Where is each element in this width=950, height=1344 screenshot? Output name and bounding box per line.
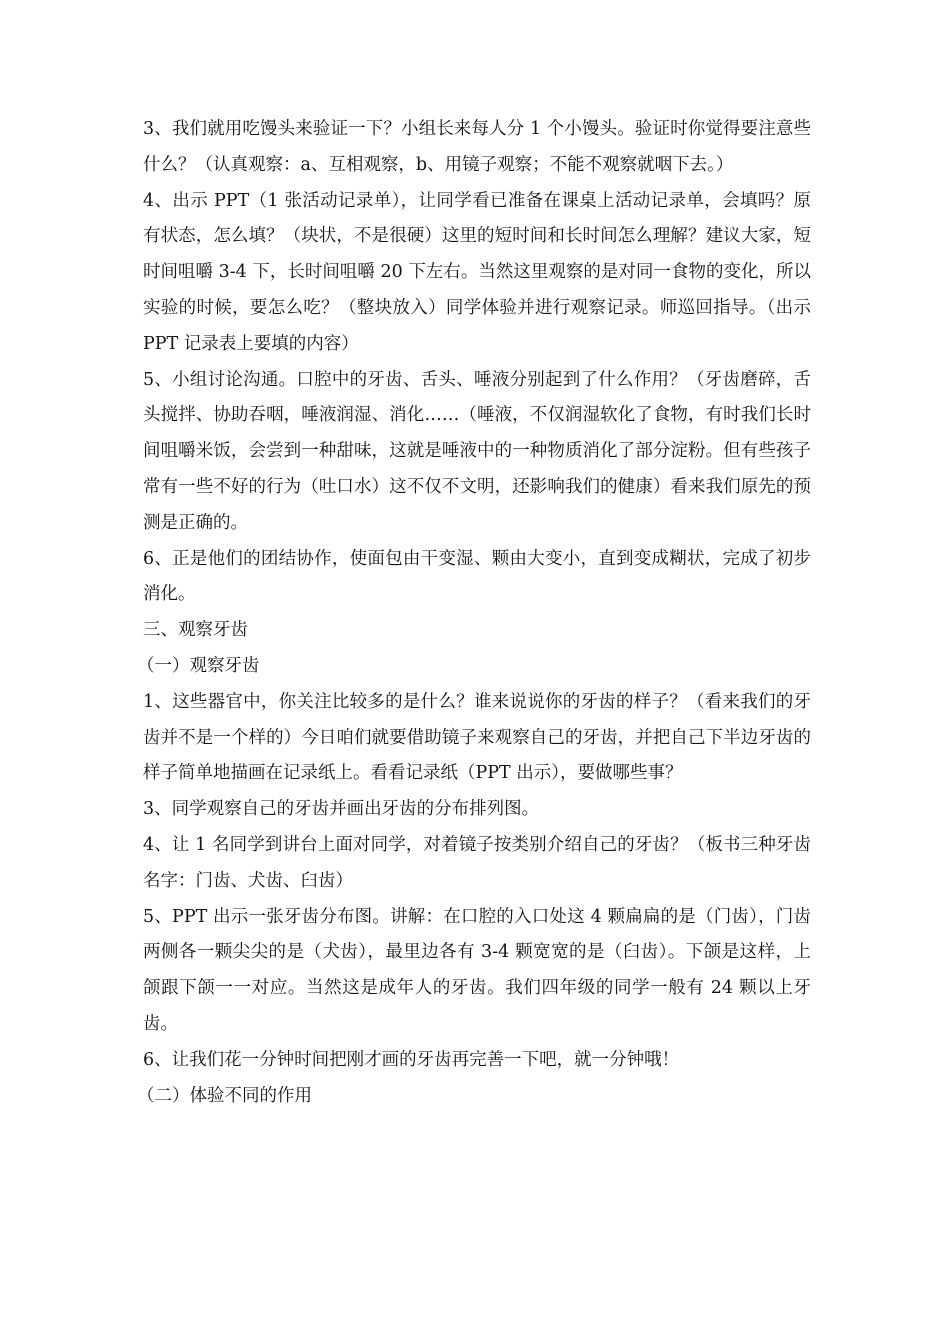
document-body	[137, 112, 811, 1114]
paragraph-teeth-step-4: 4、让 1 名同学到讲台上面对同学，对着镜子按类别介绍自己的牙齿？（板书三种牙齿名字：门齿、犬齿、臼齿）	[143, 834, 811, 891]
paragraph-teeth-step-3: 3、同学观察自己的牙齿并画出牙齿的分布排列图。	[143, 799, 540, 820]
paragraph-teeth-step-5: 5、PPT 出示一张牙齿分布图。讲解：在口腔的入口处这 4 颗扁扁的是（门齿），门齿两侧各一颗尖尖的是（犬齿），最里边各有 3-4 颗宽宽的是（臼齿）。下颌是这样，上颌跟下颌一一对应。当然这是成年人的牙齿。我们四年级的同学一般有 24 颗以上牙齿。	[143, 906, 811, 1034]
paragraph-step-3-bread-test: 3、我们就用吃馒头来验证一下？小组长来每人分 1 个小馒头。验证时你觉得要注意些什么？（认真观察：a、互相观察，b、用镜子观察；不能不观察就咽下去。）	[143, 119, 811, 175]
paragraph-teeth-step-1: 1、这些器官中，你关注比较多的是什么？谁来说说你的牙齿的样子？（看来我们的牙齿并不是一个样的）今日咱们就要借助镜子来观察自己的牙齿，并把自己下半边牙齿的样子简单地描画在记录纸上。看看记录纸（PPT 出示），要做哪些事？	[143, 691, 811, 784]
section-heading-observe-teeth: 三、观察牙齿	[143, 620, 248, 641]
subsection-heading-different-functions: （二）体验不同的作用	[137, 1085, 312, 1106]
subsection-heading-observe-teeth: （一）观察牙齿	[137, 655, 260, 676]
paragraph-teeth-step-6: 6、让我们花一分钟时间把刚才画的牙齿再完善一下吧，就一分钟哦！	[143, 1049, 680, 1070]
paragraph-step-6-digestion: 6、正是他们的团结协作，使面包由干变湿、颗由大变小，直到变成糊状，完成了初步消化。	[143, 548, 811, 605]
paragraph-step-5-group-discussion: 5、小组讨论沟通。口腔中的牙齿、舌头、唾液分别起到了什么作用？（牙齿磨碎，舌头搅拌、协助吞咽，唾液润湿、消化……（唾液，不仅润湿软化了食物，有时我们长时间咀嚼米饭，会尝到一种甜味，这就是唾液中的一种物质消化了部分淀粉。但有些孩子常有一些不好的行为（吐口水）这不仅不文明，还影响我们的健康）看来我们原先的预测是正确的。	[143, 369, 811, 533]
paragraph-step-4-record-sheet: 4、出示 PPT（1 张活动记录单），让同学看已准备在课桌上活动记录单，会填吗？原有状态，怎么填？（块状，不是很硬）这里的短时间和长时间怎么理解？建议大家，短时间咀嚼 3-4 下，长时间咀嚼 20 下左右。当然这里观察的是对同一食物的变化，所以实验的时候，要怎么吃？（整块放入）同学体验并进行观察记录。师巡回指导。（出示 PPT 记录表上要填的内容）	[143, 190, 811, 354]
